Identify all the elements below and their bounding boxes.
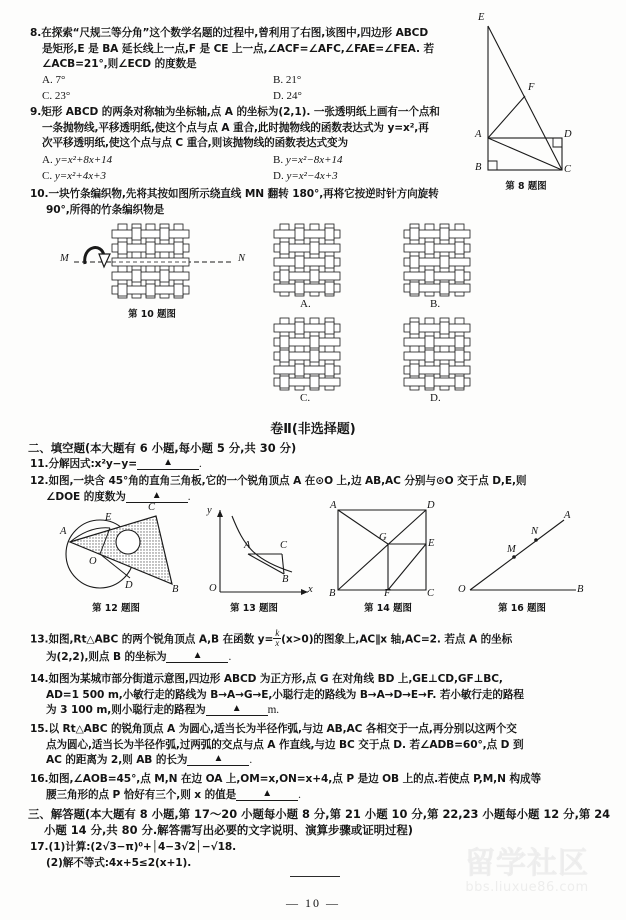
question-15-number: 15. bbox=[30, 723, 49, 735]
question-12-line2: ∠DOE 的度数为 bbox=[46, 490, 126, 503]
question-16-line2-post: . bbox=[298, 788, 301, 801]
option-d-label: D. bbox=[273, 90, 284, 102]
question-8-option-d[interactable] bbox=[273, 90, 302, 102]
question-12 bbox=[30, 474, 610, 505]
question-11-number: 11. bbox=[30, 458, 49, 470]
question-13-line1-pre: 如图,Rt△ABC 的两个锐角顶点 A,B 在函数 y= bbox=[48, 633, 274, 646]
question-13 bbox=[30, 630, 615, 665]
option-c-label: C. bbox=[42, 170, 53, 182]
figure-12-label-C: C bbox=[148, 502, 156, 513]
figure-13-label-B: B bbox=[282, 574, 289, 585]
question-17-part2: (2)解不等式:4x+5≤2(x+1). bbox=[46, 856, 192, 869]
figure-10-drawing bbox=[58, 222, 258, 304]
question-9-line1: 矩形 ABCD 的两条对称轴为坐标轴,点 A 的坐标为(2,1). 一张透明纸上画有一个点和 bbox=[41, 106, 440, 118]
question-8-option-a[interactable] bbox=[42, 74, 65, 86]
figure-16-label-O: O bbox=[458, 584, 466, 595]
figure-13-caption: 第 13 题图 bbox=[230, 603, 278, 614]
question-15 bbox=[30, 722, 626, 769]
figure-8-label-E: E bbox=[478, 12, 485, 23]
figure-8-label-B: B bbox=[475, 162, 482, 173]
question-8-line1: 在探索“尺规三等分角”这个数学名题的过程中,曾利用了右图,该图中,四边形 ABCD bbox=[41, 27, 429, 39]
weave-pattern-b bbox=[398, 222, 484, 298]
question-15-line1: 以 Rt△ABC 的锐角顶点 A 为圆心,适当长为半径作弧,与边 AB,AC 各相交于一点,再分别以这两个交 bbox=[48, 723, 517, 735]
option-a-label: A. bbox=[42, 154, 53, 166]
question-9-option-c[interactable] bbox=[42, 170, 106, 182]
figure-14-label-C: C bbox=[427, 588, 435, 599]
question-16-line2-pre: 腰三角形的点 P 恰好有三个,则 x 的值是 bbox=[46, 788, 237, 801]
question-17-number: 17. bbox=[30, 841, 49, 853]
question-16-answer-blank[interactable]: ▲ bbox=[236, 787, 298, 801]
figure-10-label-N: N bbox=[238, 253, 246, 264]
figure-12-label-D: D bbox=[125, 580, 133, 591]
question-14-number: 14. bbox=[30, 673, 49, 685]
option-b-label: B. bbox=[273, 154, 284, 166]
fraction-numerator: k bbox=[275, 628, 280, 638]
watermark bbox=[432, 848, 622, 895]
figure-14 bbox=[329, 500, 448, 614]
figure-16-caption: 第 16 题图 bbox=[498, 603, 546, 614]
watermark-url: bbs.liuxue86.com bbox=[465, 880, 589, 895]
figure-14-label-D: D bbox=[427, 500, 435, 511]
weave-pattern-a bbox=[268, 222, 354, 298]
question-10-line2: 90°,所得的竹条编织物是 bbox=[46, 203, 165, 216]
section-two-heading: 二、填空题(本大题有 6 小题,每小题 5 分,共 30 分) bbox=[28, 441, 297, 455]
question-11-line1: 分解因式:x²y−y= bbox=[48, 458, 138, 470]
figure-14-label-B: B bbox=[329, 588, 336, 599]
question-8-option-b[interactable] bbox=[273, 74, 301, 86]
question-16-line1: 如图,∠AOB=45°,点 M,N 在边 OA 上,OM=x,ON=x+4,点 P 是边 OB 上的点.若使点 P,M,N 构成等 bbox=[48, 773, 541, 785]
question-12-answer-blank[interactable]: ▲ bbox=[126, 489, 188, 503]
question-14 bbox=[30, 672, 626, 719]
figure-16 bbox=[458, 504, 588, 614]
figure-10-label-M: M bbox=[60, 253, 69, 264]
option-a-label: A. bbox=[300, 298, 311, 310]
question-9-number: 9. bbox=[30, 106, 42, 118]
question-12-number: 12. bbox=[30, 475, 49, 487]
footer-rule bbox=[290, 876, 340, 877]
figure-8-label-F: F bbox=[528, 82, 535, 93]
question-8-line2: 是矩形,E 是 BA 延长线上一点,F 是 CE 上一点,∠ACF=∠AFC,∠FAE=∠FEA. 若 bbox=[42, 42, 434, 55]
question-12-tail: . bbox=[187, 490, 191, 503]
figure-14-drawing bbox=[330, 504, 448, 600]
figure-13-label-C: C bbox=[280, 540, 288, 551]
figure-8-label-A: A bbox=[475, 129, 482, 140]
figure-13-label-A: A bbox=[244, 540, 251, 551]
figure-10 bbox=[58, 222, 258, 320]
option-c-label: C. bbox=[42, 90, 53, 102]
option-d-label: D. bbox=[430, 392, 441, 404]
question-14-answer-blank[interactable]: ▲ bbox=[206, 702, 268, 716]
question-10-option-b-figure[interactable] bbox=[398, 222, 484, 310]
figure-8 bbox=[470, 12, 610, 192]
question-11-answer-blank[interactable]: ▲ bbox=[137, 456, 199, 470]
question-10-option-c-figure[interactable] bbox=[268, 316, 354, 404]
figure-8-caption: 第 8 题图 bbox=[505, 181, 547, 192]
question-13-line2: 为(2,2),则点 B 的坐标为 bbox=[46, 650, 167, 663]
question-10-line1: 一块竹条编织物,先将其按如图所示绕直线 MN 翻转 180°,再将它按逆时针方向旋转 bbox=[48, 188, 439, 200]
question-9-option-d[interactable] bbox=[273, 170, 338, 182]
option-a-text: y=x²+8x+14 bbox=[55, 154, 113, 166]
figure-13-label-x: x bbox=[308, 584, 313, 595]
option-b-label: B. bbox=[430, 298, 441, 310]
section-three-heading-line2: 小题 14 分,共 80 分.解答需写出必要的文字说明、演算步骤或证明过程) bbox=[44, 823, 413, 837]
question-13-number: 13. bbox=[30, 633, 49, 646]
option-a-text: 7° bbox=[55, 74, 66, 86]
option-c-label: C. bbox=[300, 392, 311, 404]
question-9-option-a[interactable] bbox=[42, 154, 112, 166]
option-c-text: 23° bbox=[54, 90, 71, 102]
figure-16-label-B: B bbox=[577, 584, 584, 595]
question-8-number: 8. bbox=[30, 27, 42, 39]
question-10-option-d-figure[interactable] bbox=[398, 316, 484, 404]
figure-12 bbox=[60, 502, 192, 614]
section-three-heading-line1: 三、解答题(本大题有 8 小题,第 17～20 小题每小题 8 分,第 21 小题 10 分,第 22,23 小题每小题 12 分,第 24 bbox=[28, 807, 611, 821]
weave-pattern-c bbox=[268, 316, 354, 392]
question-13-answer-blank[interactable]: ▲ bbox=[166, 649, 228, 663]
question-8-line3: ∠ACB=21°,则∠ECD 的度数是 bbox=[42, 58, 197, 71]
option-d-text: y=x²−4x+3 bbox=[286, 170, 338, 182]
figure-12-label-O: O bbox=[89, 556, 97, 567]
option-b-label: B. bbox=[273, 74, 284, 86]
question-9 bbox=[30, 105, 460, 152]
figure-16-label-N: N bbox=[531, 526, 539, 537]
weave-pattern-d bbox=[398, 316, 484, 392]
question-9-line3: 次平移透明纸,使这个点与点 C 重合,则该抛物线的函数表达式变为 bbox=[42, 137, 349, 150]
figure-14-label-F: F bbox=[384, 588, 391, 599]
question-12-line1: 如图,一块含 45°角的直角三角板,它的一个锐角顶点 A 在⊙O 上,边 AB,AC 分别与⊙O 交于点 D,E,则 bbox=[48, 475, 527, 487]
question-9-line2: 一条抛物线,平移透明纸,使这个点与点 A 重合,此时抛物线的函数表达式为 y=x²,再 bbox=[42, 121, 429, 134]
question-17 bbox=[30, 840, 460, 871]
question-13-line1-post: (x>0)的图象上,AC∥x 轴,AC=2. 若点 A 的坐标 bbox=[281, 633, 513, 646]
figure-8-label-D: D bbox=[564, 129, 572, 140]
question-15-line3-post: . bbox=[249, 754, 253, 767]
question-13-tail: . bbox=[228, 650, 232, 663]
question-9-option-b[interactable] bbox=[273, 154, 343, 166]
fraction-denominator: x bbox=[275, 638, 280, 649]
figure-8-label-C: C bbox=[564, 164, 572, 175]
question-16-number: 16. bbox=[30, 773, 49, 785]
question-11 bbox=[30, 457, 460, 473]
option-d-label: D. bbox=[273, 170, 284, 182]
option-c-text: y=x²+4x+3 bbox=[54, 170, 107, 182]
question-11-tail: . bbox=[199, 458, 202, 470]
figure-12-label-B: B bbox=[172, 584, 179, 595]
question-15-line2: 点为圆心,适当长为半径作弧,过两弧的交点与点 A 作直线,与边 BC 交于点 D. 若∠ADB=60°,点 D 到 bbox=[46, 738, 524, 751]
question-14-line3-pre: 为 3 100 m,则小聪行走的路程为 bbox=[46, 704, 206, 717]
figure-13 bbox=[198, 504, 318, 614]
option-b-text: y=x²−8x+14 bbox=[285, 154, 343, 166]
question-10-option-a-figure[interactable] bbox=[268, 222, 354, 310]
option-b-text: 21° bbox=[285, 74, 302, 86]
figure-14-label-E: E bbox=[428, 538, 435, 549]
page-number: — 10 — bbox=[286, 896, 340, 910]
option-a-label: A. bbox=[42, 74, 53, 86]
question-8-option-c[interactable] bbox=[42, 90, 70, 102]
question-10-number: 10. bbox=[30, 188, 49, 200]
watermark-text: 留学社区 bbox=[465, 846, 589, 881]
figure-12-caption: 第 12 题图 bbox=[92, 603, 140, 614]
question-10 bbox=[30, 187, 590, 218]
figure-13-label-O: O bbox=[209, 583, 217, 594]
question-14-line2: AD=1 500 m,小敏行走的路线为 B→A→G→E,小聪行走的路线为 B→A→D→E→F. 若小敏行走的路程 bbox=[46, 688, 524, 701]
question-14-line1: 如图为某城市部分街道示意图,四边形 ABCD 为正方形,点 G 在对角线 BD 上,GE⊥CD,GF⊥BC, bbox=[48, 673, 503, 685]
question-17-part1: (1)计算:(2√3−π)⁰+│4−3√2│−√18. bbox=[48, 841, 237, 853]
figure-16-label-M: M bbox=[507, 544, 516, 555]
figure-12-label-A: A bbox=[60, 526, 67, 537]
figure-14-label-G: G bbox=[379, 532, 387, 543]
question-14-line3-post: m. bbox=[267, 704, 279, 717]
question-15-line3-pre: AC 的距离为 2,则 AB 的长为 bbox=[46, 754, 188, 767]
figure-12-label-E: E bbox=[105, 512, 112, 523]
figure-14-caption: 第 14 题图 bbox=[364, 603, 412, 614]
figure-13-label-y: y bbox=[207, 505, 212, 516]
figure-16-label-A: A bbox=[564, 510, 571, 521]
option-d-text: 24° bbox=[286, 90, 302, 102]
question-8 bbox=[30, 26, 460, 73]
figure-14-label-A: A bbox=[330, 500, 337, 511]
question-15-answer-blank[interactable]: ▲ bbox=[187, 752, 249, 766]
figure-8-drawing bbox=[470, 12, 610, 177]
paper-two-title: 卷Ⅱ(非选择题) bbox=[270, 422, 356, 437]
question-16 bbox=[30, 772, 626, 803]
fraction-k-over-x bbox=[273, 629, 281, 649]
figure-10-caption: 第 10 题图 bbox=[128, 309, 176, 320]
